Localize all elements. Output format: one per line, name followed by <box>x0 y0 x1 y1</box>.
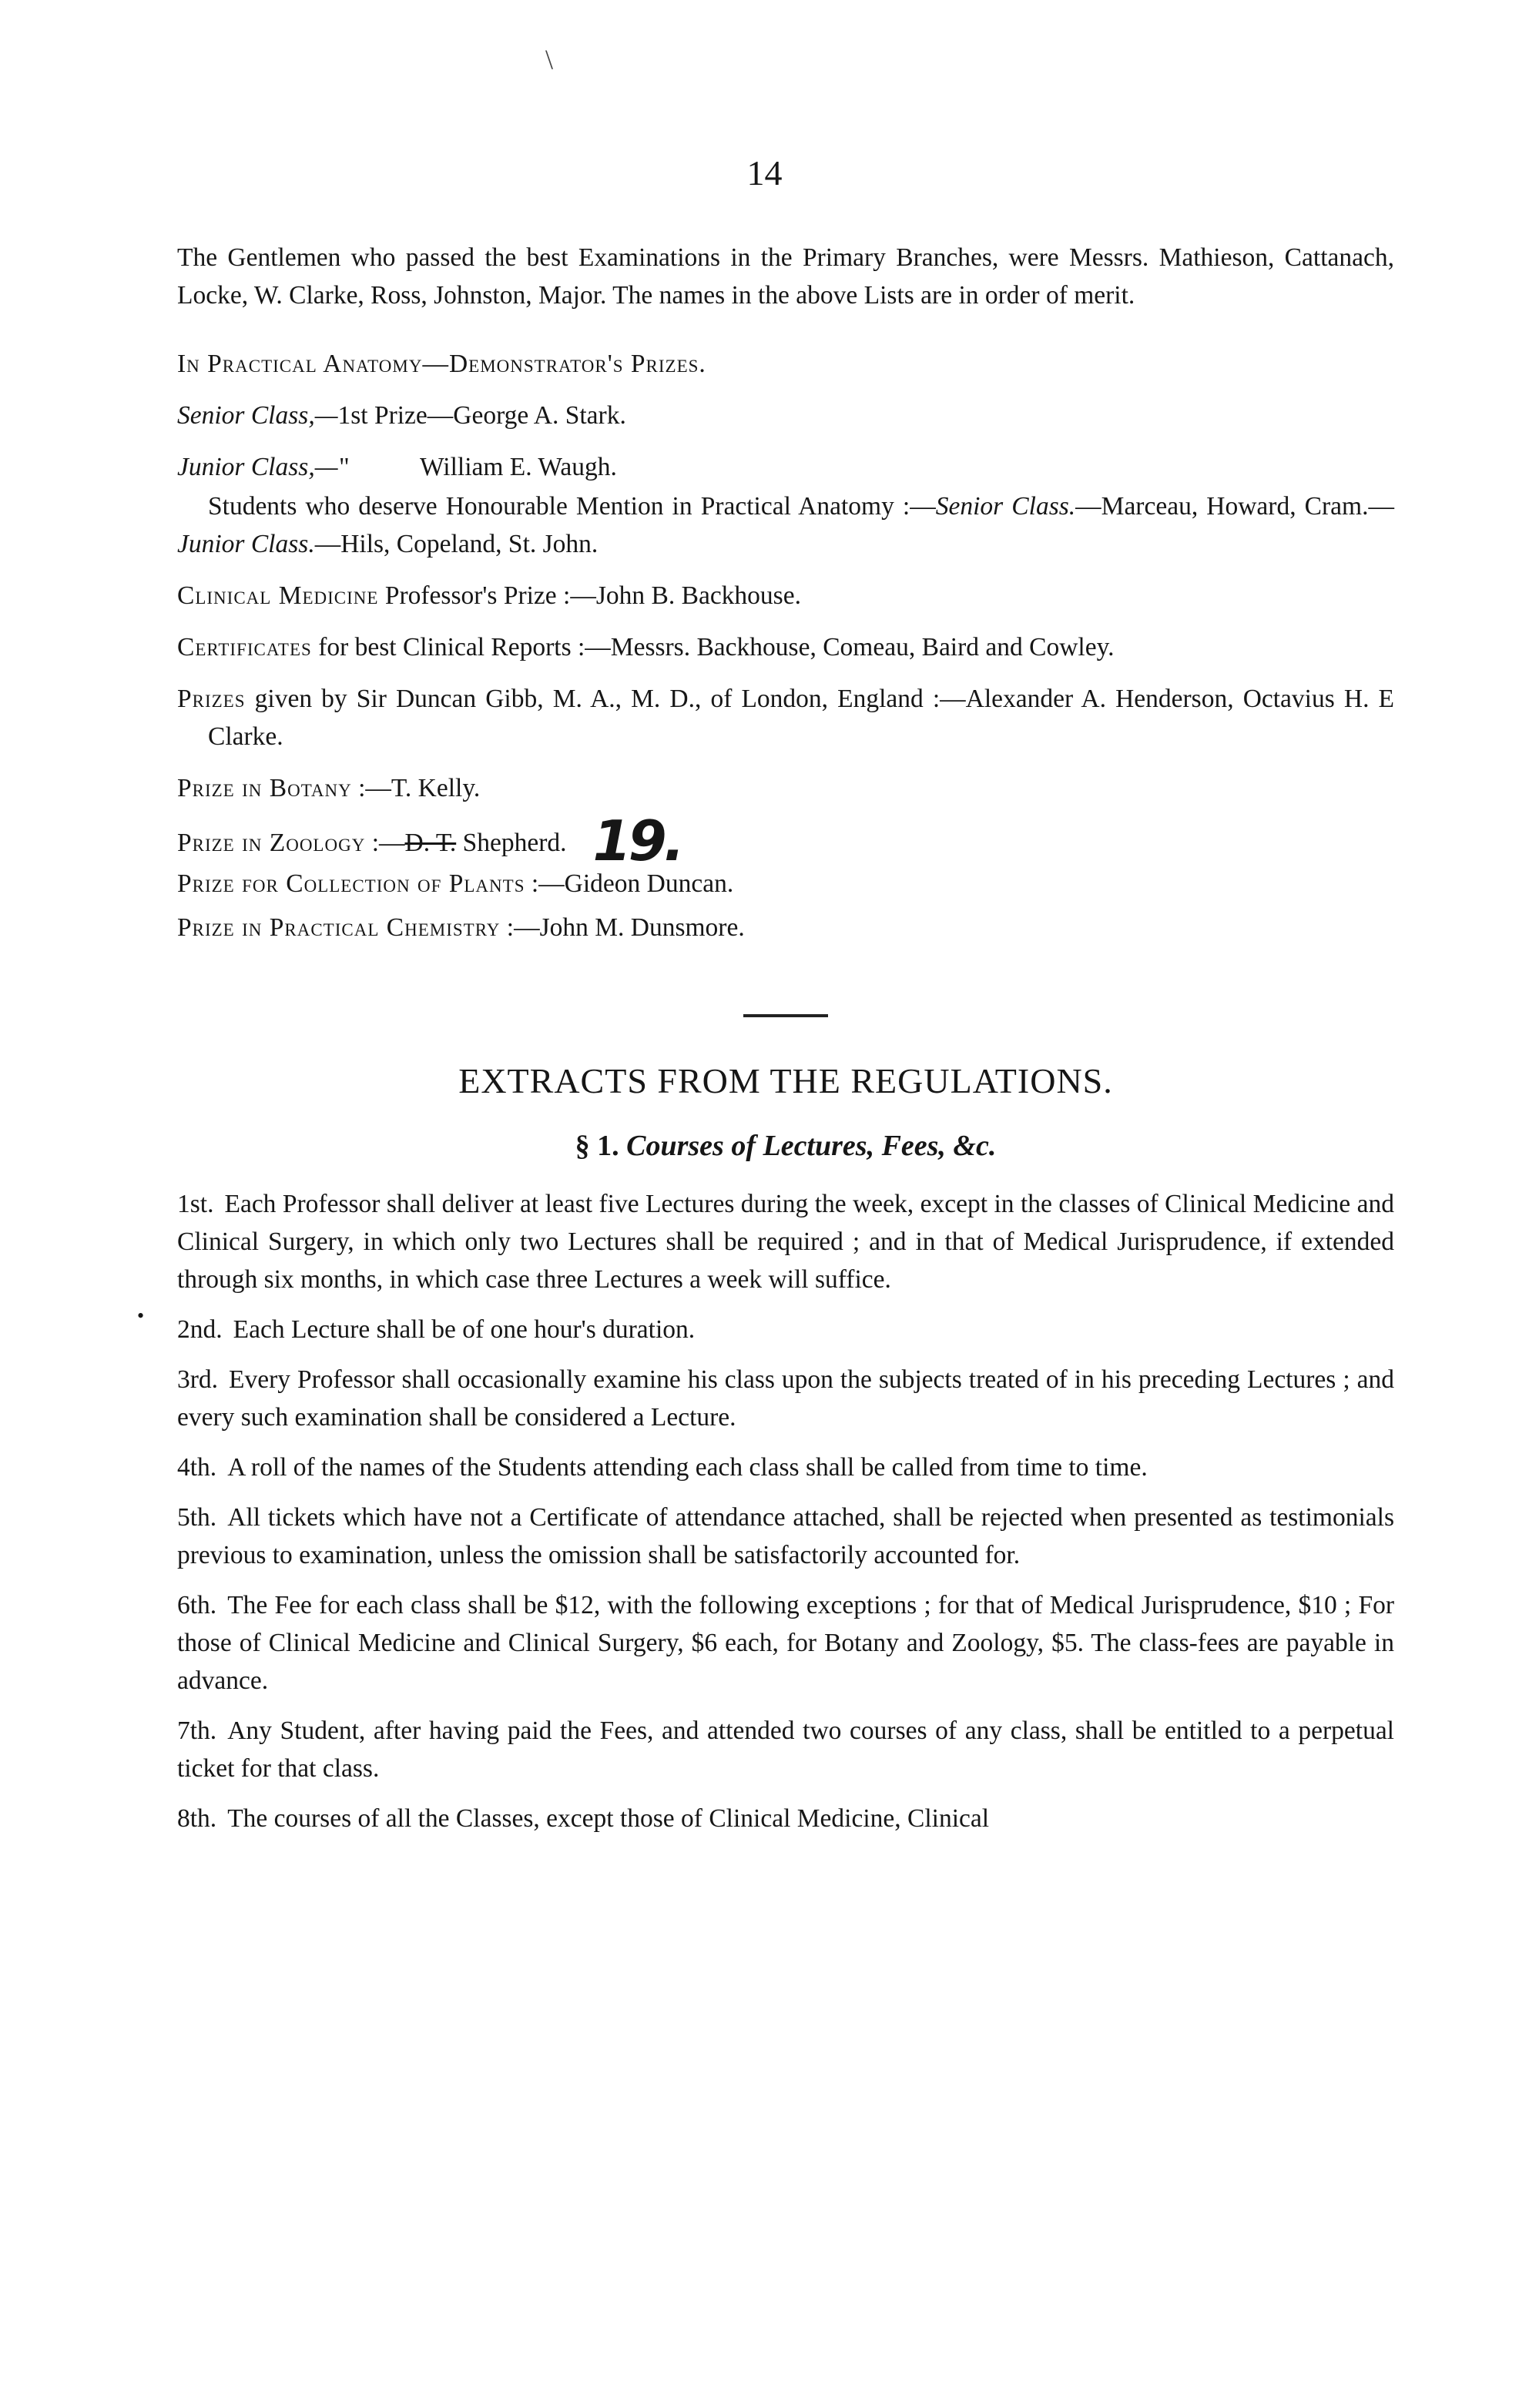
regulation-item <box>177 1499 1394 1574</box>
senior-class-line <box>177 397 1394 434</box>
zoology-prize-text: Shepherd. <box>462 829 567 857</box>
handwritten-annotation: 19. <box>592 809 682 873</box>
junior-class-line <box>177 448 1394 486</box>
regulation-item <box>177 1800 1394 1837</box>
regulation-text: A roll of the names of the Students attending each class shall be called from time to time. <box>227 1453 1148 1482</box>
chemistry-prize-line <box>177 909 1394 946</box>
page-content <box>177 239 1394 1850</box>
plants-prize-text: :—Gideon Duncan. <box>531 869 734 898</box>
ditto-mark: " <box>339 453 350 481</box>
prizes-given-text: given by Sir Duncan Gibb, M. A., M. D., of London, England :—Alexander A. Henderson, Octavius H. E Clarke. <box>208 685 1394 751</box>
junior-class-text: William E. Waugh. <box>420 453 617 481</box>
regulation-item <box>177 1448 1394 1486</box>
botany-prize-text: :—T. Kelly. <box>358 774 481 802</box>
regulation-text: All tickets which have not a Certificate of attendance attached, shall be rejected when presented as testimonials previous to examination, unless the omission shall be satisfactorily accounted for. <box>177 1503 1394 1569</box>
regulation-item <box>177 1361 1394 1436</box>
honourable-mention-text: Students who deserve Honourable Mention in Practical Anatomy :— <box>208 492 936 521</box>
senior-class-label: Senior Class,— <box>177 401 338 430</box>
regulation-text: Each Lecture shall be of one hour's duration. <box>233 1315 696 1344</box>
regulation-text: Each Professor shall deliver at least five Lectures during the week, except in the classes of Clinical Medicine and Clinical Surgery, in which only two Lectures shall be required ; and in that of Medical Jurisprudence, if extended through six months, in which case three Lectures a week will suffice. <box>177 1190 1394 1294</box>
page-number: 14 <box>746 153 783 193</box>
clinical-medicine-label: Clinical Medicine <box>177 581 379 610</box>
prizes-given-label: Prizes <box>177 685 246 713</box>
plants-prize-line <box>177 865 1394 903</box>
honourable-senior-label: Senior Class. <box>935 492 1076 521</box>
subsection-number: § 1. <box>575 1130 619 1162</box>
practical-anatomy-heading: In Practical Anatomy—Demonstrator's Prizes. <box>177 350 706 378</box>
regulation-text: The Fee for each class shall be $12, with the following exceptions ; for that of Medical Jurisprudence, $10 ; For those of Clinical Medicine and Clinical Surgery, $6 each, for Botany and Zoology, $5. The class-fees are payable in advance. <box>177 1591 1394 1695</box>
bullet-mark: • <box>137 1304 145 1327</box>
subsection-name: Courses of Lectures, Fees, &c. <box>626 1130 997 1162</box>
regulation-text: Every Professor shall occasionally examine his class upon the subjects treated of in his preceding Lectures ; and every such examination shall be considered a Lecture. <box>177 1365 1394 1432</box>
prizes-given-paragraph <box>177 680 1394 755</box>
honourable-junior-label: Junior Class. <box>177 530 315 558</box>
certificates-label: Certificates <box>177 633 312 661</box>
regulation-text: Any Student, after having paid the Fees, and attended two courses of any class, shall be entitled to a perpetual ticket for that class. <box>177 1716 1394 1783</box>
junior-class-label: Junior Class,— <box>177 453 338 481</box>
regulation-ordinal: 7th. <box>177 1716 217 1745</box>
regulations-list <box>177 1185 1394 1837</box>
zoology-struck-initials: D. T. <box>404 829 457 857</box>
regulation-ordinal: 1st. <box>177 1190 214 1218</box>
plants-prize-label: Prize for Collection of Plants <box>177 869 525 898</box>
intro-paragraph: The Gentlemen who passed the best Examinations in the Primary Branches, were Messrs. Mathieson, Cattanach, Locke, W. Clarke, Ross, Johnston, Major. The names in the above Lists are in order of merit. <box>177 243 1394 310</box>
section-divider <box>743 1014 828 1017</box>
certificates-paragraph <box>177 628 1394 666</box>
honourable-junior-text: —Hils, Copeland, St. John. <box>314 530 599 558</box>
certificates-text: for best Clinical Reports :—Messrs. Backhouse, Comeau, Baird and Cowley. <box>318 633 1115 661</box>
zoology-prize-line <box>177 809 1394 873</box>
clinical-medicine-text: Professor's Prize :—John B. Backhouse. <box>384 581 801 610</box>
regulation-item <box>177 1712 1394 1787</box>
zoology-prize-prefix: :— <box>371 829 405 857</box>
regulation-ordinal: 4th. <box>177 1453 217 1482</box>
regulation-ordinal: 2nd. <box>177 1315 223 1344</box>
regulation-ordinal: 5th. <box>177 1503 217 1532</box>
regulation-ordinal: 3rd. <box>177 1365 219 1394</box>
section-title: EXTRACTS FROM THE REGULATIONS. <box>458 1061 1113 1100</box>
stray-mark: \ <box>545 44 554 75</box>
senior-class-text: 1st Prize—George A. Stark. <box>337 401 626 430</box>
chemistry-prize-text: :—John M. Dunsmore. <box>506 913 745 942</box>
chemistry-prize-label: Prize in Practical Chemistry <box>177 913 501 942</box>
regulation-item <box>177 1185 1394 1298</box>
regulation-ordinal: 8th. <box>177 1804 217 1833</box>
honourable-senior-text: —Marceau, Howard, Cram.— <box>1075 492 1394 521</box>
regulation-ordinal: 6th. <box>177 1591 217 1619</box>
regulation-item <box>177 1311 1394 1348</box>
zoology-prize-label: Prize in Zoology <box>177 829 366 857</box>
clinical-medicine-line <box>177 577 1394 615</box>
regulation-text: The courses of all the Classes, except those of Clinical Medicine, Clinical <box>227 1804 990 1833</box>
subsection-title <box>177 1127 1394 1165</box>
honourable-mention-paragraph <box>177 487 1394 563</box>
botany-prize-line <box>177 769 1394 807</box>
regulation-item <box>177 1586 1394 1700</box>
botany-prize-label: Prize in Botany <box>177 774 352 802</box>
